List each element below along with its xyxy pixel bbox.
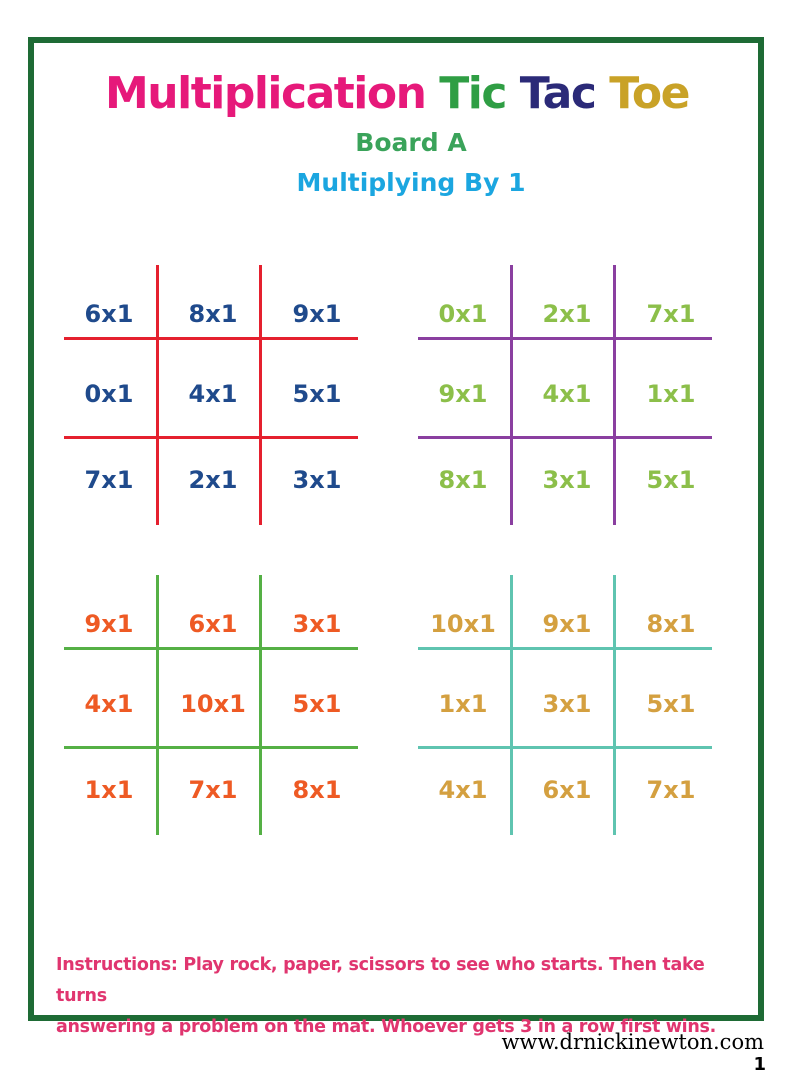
board-cell[interactable]: 1x1 <box>646 380 696 408</box>
board-cell[interactable]: 10x1 <box>180 690 246 718</box>
grid-vertical-line <box>510 265 513 525</box>
board-cell[interactable]: 8x1 <box>292 776 342 804</box>
board-cell[interactable]: 3x1 <box>542 466 592 494</box>
board-cell[interactable]: 6x1 <box>188 610 238 638</box>
page-number: 1 <box>753 1054 766 1075</box>
title-word-multiplication: Multiplication <box>105 68 426 119</box>
board-cell[interactable]: 6x1 <box>542 776 592 804</box>
grid-horizontal-line <box>64 647 358 650</box>
board-cell[interactable]: 9x1 <box>438 380 488 408</box>
topic-label: Multiplying By 1 <box>296 168 526 197</box>
grid-horizontal-line <box>418 436 712 439</box>
board-cell[interactable]: 5x1 <box>646 690 696 718</box>
grid-horizontal-line <box>418 337 712 340</box>
worksheet-title <box>0 68 794 119</box>
board-cell[interactable]: 7x1 <box>188 776 238 804</box>
grid-vertical-line <box>156 265 159 525</box>
title-word-tac: Tac <box>519 68 596 119</box>
grid-horizontal-line <box>418 746 712 749</box>
board-cell[interactable]: 0x1 <box>84 380 134 408</box>
board-cell[interactable]: 4x1 <box>438 776 488 804</box>
board-cell[interactable]: 6x1 <box>84 300 134 328</box>
board-cell[interactable]: 10x1 <box>430 610 496 638</box>
grid-horizontal-line <box>64 337 358 340</box>
title-word-tic: Tic <box>439 68 506 119</box>
board-cell[interactable]: 5x1 <box>292 380 342 408</box>
board-cell[interactable]: 8x1 <box>646 610 696 638</box>
board-cell[interactable]: 1x1 <box>438 690 488 718</box>
grid-vertical-line <box>259 575 262 835</box>
board-cell[interactable]: 2x1 <box>188 466 238 494</box>
board-cell[interactable]: 3x1 <box>292 610 342 638</box>
board-bottom-right <box>418 575 718 835</box>
board-label: Board A <box>355 128 467 157</box>
board-cell[interactable]: 2x1 <box>542 300 592 328</box>
board-cell[interactable]: 7x1 <box>84 466 134 494</box>
board-cell[interactable]: 9x1 <box>542 610 592 638</box>
board-cell[interactable]: 4x1 <box>84 690 134 718</box>
board-cell[interactable]: 9x1 <box>292 300 342 328</box>
board-cell[interactable]: 9x1 <box>84 610 134 638</box>
board-cell[interactable]: 1x1 <box>84 776 134 804</box>
grid-vertical-line <box>156 575 159 835</box>
board-cell[interactable]: 3x1 <box>542 690 592 718</box>
board-cell[interactable]: 3x1 <box>292 466 342 494</box>
title-word-toe: Toe <box>609 68 689 119</box>
grid-vertical-line <box>510 575 513 835</box>
grid-vertical-line <box>613 265 616 525</box>
grid-horizontal-line <box>418 647 712 650</box>
grid-horizontal-line <box>64 436 358 439</box>
board-cell[interactable]: 4x1 <box>188 380 238 408</box>
grid-vertical-line <box>613 575 616 835</box>
board-top-left <box>64 265 364 525</box>
grid-horizontal-line <box>64 746 358 749</box>
board-cell[interactable]: 8x1 <box>438 466 488 494</box>
instructions-line-1: Instructions: Play rock, paper, scissors to see who starts. Then take turns <box>56 955 705 1006</box>
board-bottom-left <box>64 575 364 835</box>
title-space <box>506 68 520 119</box>
instructions-line-2: answering a problem on the mat. Whoever gets 3 in a row first wins. <box>56 1017 716 1037</box>
title-space <box>595 68 609 119</box>
board-cell[interactable]: 8x1 <box>188 300 238 328</box>
board-top-right <box>418 265 718 525</box>
board-cell[interactable]: 5x1 <box>646 466 696 494</box>
website-url[interactable]: www.drnickinewton.com <box>501 1030 764 1054</box>
grid-vertical-line <box>259 265 262 525</box>
board-cell[interactable]: 0x1 <box>438 300 488 328</box>
board-cell[interactable]: 5x1 <box>292 690 342 718</box>
board-cell[interactable]: 7x1 <box>646 300 696 328</box>
title-space <box>425 68 439 119</box>
board-cell[interactable]: 7x1 <box>646 776 696 804</box>
board-cell[interactable]: 4x1 <box>542 380 592 408</box>
